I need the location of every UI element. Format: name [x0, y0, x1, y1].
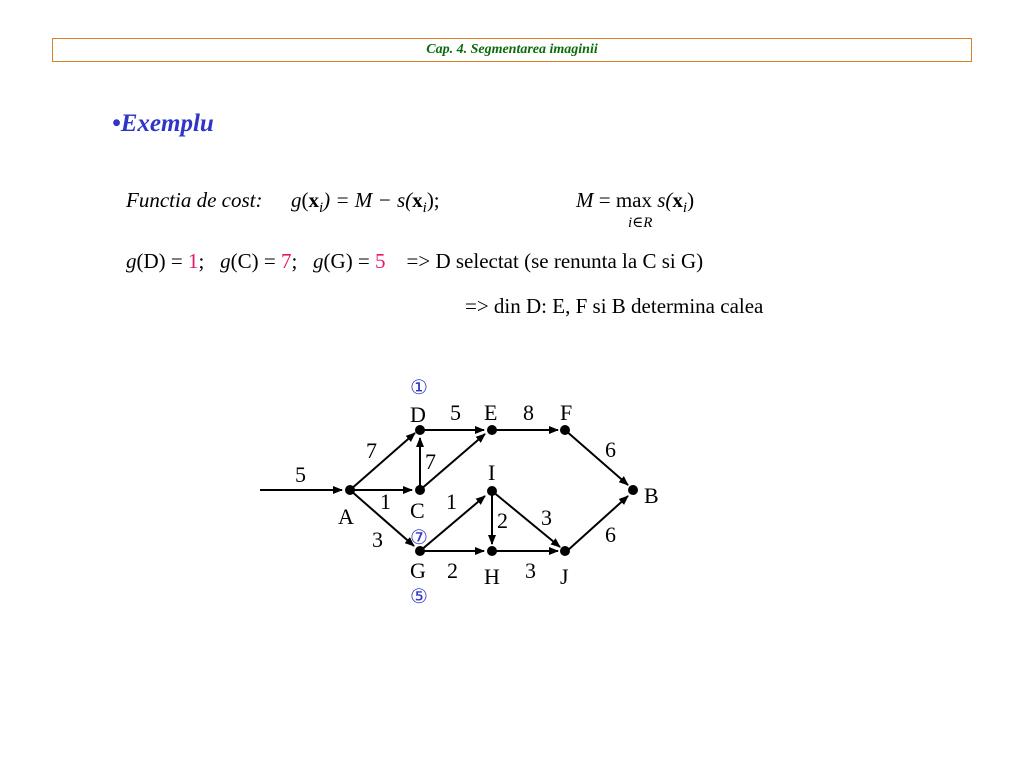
value-gD: 1 [188, 249, 199, 273]
weight-C-D: 7 [425, 449, 436, 474]
value-gC: 7 [280, 249, 292, 273]
node-F-dot [560, 425, 570, 435]
cost-label: Functia de cost: [126, 188, 263, 212]
mark-D: ① [410, 377, 428, 399]
result-line-2: => din D: E, F si B determina calea [465, 294, 764, 318]
weight-H-J: 3 [525, 558, 536, 583]
weight-F-B: 6 [605, 437, 616, 462]
weight-G-H: 2 [447, 558, 458, 583]
weight-D-E: 5 [450, 400, 461, 425]
max-subscript: i∈R [628, 215, 653, 231]
weight-I-J: 3 [541, 505, 552, 530]
max-definition: $M = \max s(x_i)$ [576, 188, 695, 216]
weight-in-A: 5 [295, 462, 306, 487]
weight-A-C: 1 [380, 489, 391, 514]
weight-E-F: 8 [523, 400, 534, 425]
node-label-C: C [410, 498, 425, 523]
node-label-I: I [488, 460, 496, 485]
node-C-dot [415, 485, 425, 495]
edge-A-D [350, 433, 415, 490]
edge-J-B [567, 496, 628, 551]
node-H-dot [487, 546, 497, 556]
node-E-dot [487, 425, 497, 435]
weight-A-G: 3 [372, 527, 383, 552]
node-label-F: F [560, 400, 573, 425]
node-label-D: D [410, 402, 426, 427]
node-label-H: H [484, 564, 500, 589]
node-I-dot [487, 486, 497, 496]
node-label-G: G [410, 558, 426, 583]
node-label-A: A [338, 504, 354, 529]
result-line-1: => D selectat (se renunta la C si G) [406, 249, 704, 273]
mark-C: ⑦ [410, 527, 428, 549]
weight-I-H: 2 [497, 508, 508, 533]
node-label-J: J [560, 564, 569, 589]
node-label-B: B [644, 483, 659, 508]
header-title: Cap. 4. Segmentarea imaginii [426, 42, 598, 57]
mark-G: ⑤ [410, 586, 428, 608]
weight-J-B: 6 [605, 522, 616, 547]
edge-F-B [565, 430, 628, 485]
value-gG: 5 [375, 249, 386, 273]
cost-values: g(D) = 1; g(C) = 7; g(G) = 5 => D selectat (se renunta la C si G) [126, 249, 704, 273]
node-B-dot [628, 485, 638, 495]
node-J-dot [560, 546, 570, 556]
node-A-dot [345, 485, 355, 495]
section-title: •Exemplu [112, 110, 214, 137]
cost-function: Functia de cost: $g(x_i) = M - s(x_i)$; [126, 188, 440, 216]
weight-A-D: 7 [366, 438, 377, 463]
node-label-E: E [484, 400, 498, 425]
weight-C-I: 1 [446, 489, 457, 514]
